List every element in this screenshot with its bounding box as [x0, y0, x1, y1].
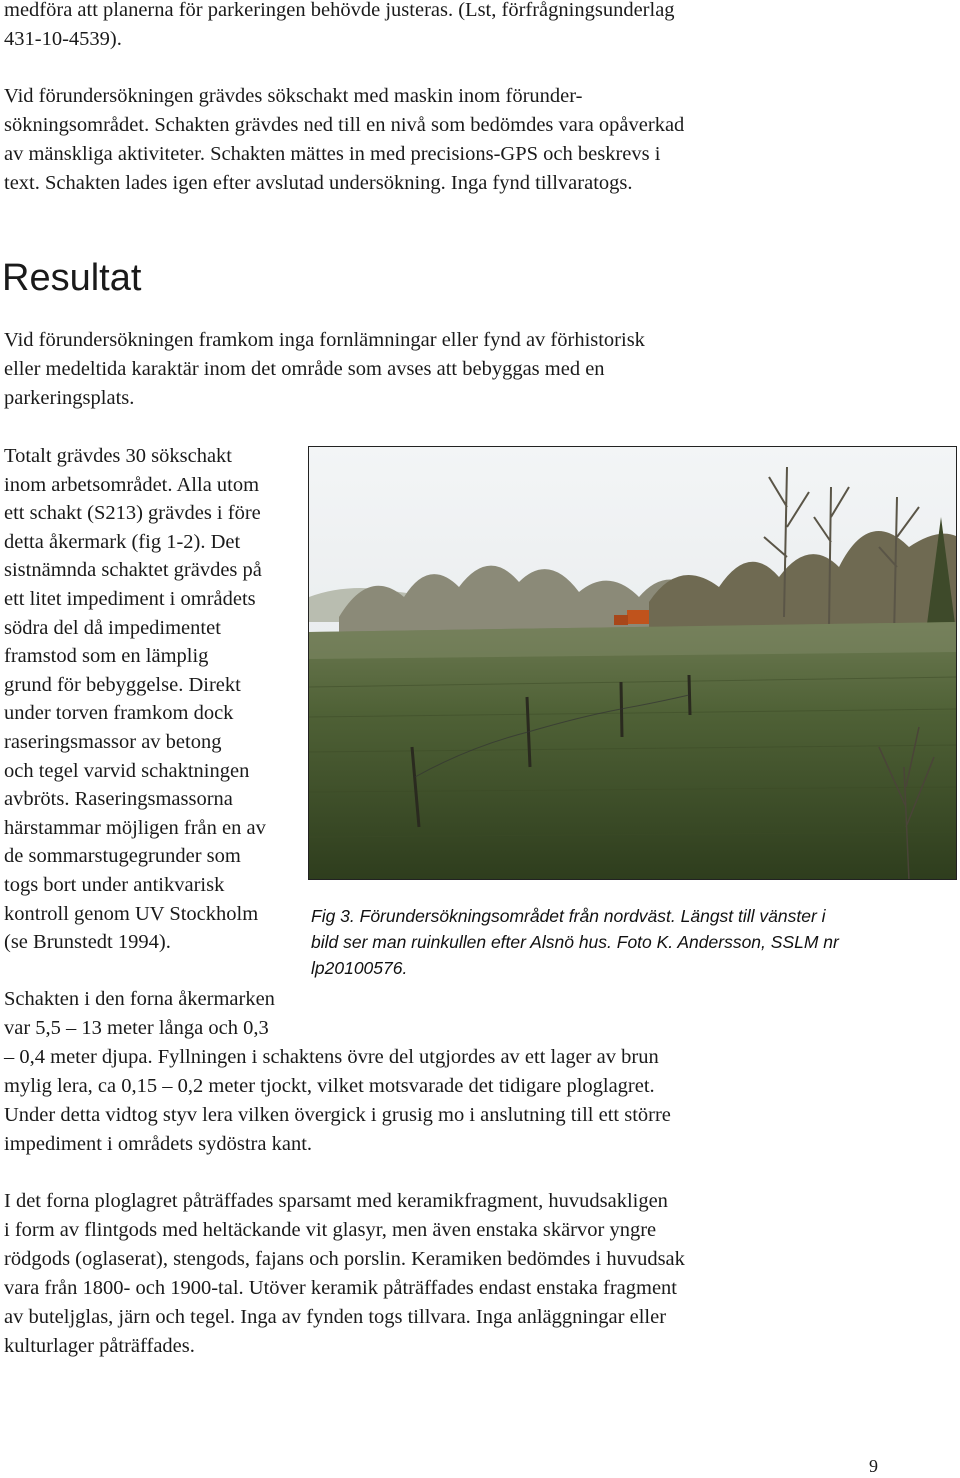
body-text-line: – 0,4 meter djupa. Fyllningen i schaktens övre del utgjordes av ett lager av brun — [4, 1046, 659, 1068]
body-text-line: impediment i områdets sydöstra kant. — [4, 1133, 313, 1155]
body-text-line: I det forna ploglagret påträffades sparsamt med keramikfragment, huvudsakligen — [4, 1190, 668, 1212]
column-text-line: kontroll genom UV Stockholm — [4, 902, 259, 925]
caption-line: Fig 3. Förundersökningsområdet från nordväst. Längst till vänster i — [311, 906, 826, 926]
caption-line: lp20100576. — [311, 958, 408, 978]
figure-caption — [311, 903, 951, 981]
column-text-line: under torven framkom dock — [4, 702, 234, 725]
column-text-line: framstod som en lämplig — [4, 645, 209, 668]
column-text-line: ett litet impediment i områdets — [4, 588, 256, 610]
column-text-line: härstammar möjligen från en av — [4, 816, 266, 839]
body-text-line: av mänskliga aktiviteter. Schakten mättes in med precisions-GPS och beskrevs i — [4, 143, 661, 165]
column-text-line: inom arbetsområdet. Alla utom — [4, 473, 260, 496]
column-text-line: södra del då impedimentet — [4, 616, 221, 639]
caption-line: bild ser man ruinkullen efter Alsnö hus. Foto K. Andersson, SSLM nr — [311, 932, 839, 952]
column-text-line: raseringsmassor av betong — [4, 731, 222, 753]
body-text-line: Vid förundersökningen grävdes sökschakt med maskin inom förunder- — [4, 85, 583, 107]
body-text-line: eller medeltida karaktär inom det område som avses att bebyggas med en — [4, 358, 605, 380]
body-text-line: i form av flintgods med heltäckande vit glasyr, men även enstaka skärvor yngre — [4, 1219, 657, 1241]
body-text-line: Under detta vidtog styv lera vilken övergick i grusig mo i anslutning till ett större — [4, 1104, 671, 1126]
page-number: 9 — [869, 1456, 878, 1476]
column-text-line: grund för bebyggelse. Direkt — [4, 673, 241, 696]
column-text-line: togs bort under antikvarisk — [4, 874, 225, 896]
column-text-line: sistnämnda schaktet grävdes på — [4, 559, 262, 582]
column-text-line: och tegel varvid schaktningen — [4, 759, 250, 782]
body-text-line: medföra att planerna för parkeringen behövde justeras. (Lst, förfrågningsunderlag — [4, 0, 675, 21]
column-text-line: de sommarstugegrunder som — [4, 845, 241, 868]
column-text-line: detta åkermark (fig 1-2). Det — [4, 530, 241, 553]
body-text-line: 431-10-4539). — [4, 28, 122, 50]
body-text-line: Vid förundersökningen framkom inga fornlämningar eller fynd av förhistorisk — [4, 329, 645, 351]
section-heading: Resultat — [2, 257, 142, 299]
body-text-line: text. Schakten lades igen efter avslutad undersökning. Inga fynd tillvaratogs. — [4, 172, 633, 194]
body-text-line: parkeringsplats. — [4, 387, 135, 409]
landscape-image — [309, 447, 957, 880]
body-text-line: mylig lera, ca 0,15 – 0,2 meter tjockt, vilket motsvarade det tidigare ploglagret. — [4, 1075, 655, 1097]
body-text-line: sökningsområdet. Schakten grävdes ned till en nivå som bedömdes vara opåverkad — [4, 114, 685, 136]
body-text-line: vara från 1800- och 1900-tal. Utöver keramik påträffades endast enstaka fragment — [4, 1277, 677, 1299]
column-text-line: ett schakt (S213) grävdes i före — [4, 502, 261, 525]
column-text-line: avbröts. Raseringsmassorna — [4, 788, 233, 811]
column-text-line: Schakten i den forna åkermarken — [4, 988, 275, 1011]
body-text-line: kulturlager påträffades. — [4, 1335, 195, 1357]
column-text-line: Totalt grävdes 30 sökschakt — [4, 445, 233, 467]
column-text-line: var 5,5 – 13 meter långa och 0,3 — [4, 1017, 269, 1039]
field-photo — [308, 446, 957, 880]
body-text-line: rödgods (oglaserat), stengods, fajans och porslin. Keramiken bedömdes i huvudsak — [4, 1248, 685, 1270]
body-text-line: av buteljglas, järn och tegel. Inga av fynden togs tillvara. Inga anläggningar eller — [4, 1306, 667, 1328]
column-text-line: (se Brunstedt 1994). — [4, 931, 171, 954]
